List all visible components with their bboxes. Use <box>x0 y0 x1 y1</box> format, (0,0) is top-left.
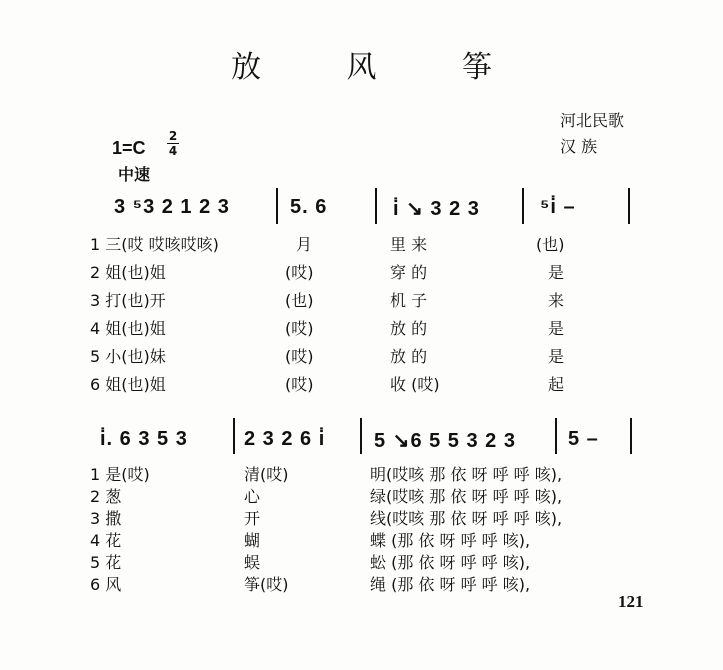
lyric: 起 <box>548 375 565 394</box>
barline <box>522 188 524 224</box>
barline <box>360 418 362 454</box>
measure-7-notes: 5 ↘6 5 5 3 2 3 <box>374 430 516 452</box>
song-ethnic: 汉 族 <box>560 137 598 156</box>
lyric: 绳 (那 依 呀 呼 呼 咳), <box>370 575 531 594</box>
lyric: 3 打(也)开 <box>90 291 166 310</box>
measure-8-notes: 5 – <box>568 428 599 450</box>
lyric: 3 撒 <box>90 509 122 528</box>
measure-4-notes: ⁵i̇ – <box>540 196 576 218</box>
measure-5-notes: i̇. 6 3 5 3 <box>100 428 188 450</box>
lyric: 放 的 <box>390 319 428 338</box>
tempo-marking: 中速 <box>118 165 151 184</box>
lyric: 2 葱 <box>90 487 122 506</box>
lyric: (也) <box>536 235 565 254</box>
time-numerator: 2 <box>168 129 178 143</box>
lyric: (哎) <box>285 263 314 282</box>
lyric: 6 姐(也)姐 <box>90 375 166 394</box>
lyric: 绿(哎咳 那 依 呀 呼 呼 咳), <box>370 487 563 506</box>
lyric: 穿 的 <box>390 263 428 282</box>
lyric: (哎) <box>285 375 314 394</box>
measure-3-notes: i̇ ↘ 3 2 3 <box>393 198 480 220</box>
lyric: 1 三(哎 哎咳哎咳) <box>90 235 219 254</box>
lyric: 机 子 <box>390 291 428 310</box>
barline <box>276 188 278 224</box>
time-signature <box>167 130 179 157</box>
barline <box>375 188 377 224</box>
lyric: 4 姐(也)姐 <box>90 319 166 338</box>
lyric: 筝(哎) <box>244 575 289 594</box>
page-number: 121 <box>618 592 644 611</box>
lyric: 2 姐(也)姐 <box>90 263 166 282</box>
lyric: 4 花 <box>90 531 122 550</box>
lyric: 来 <box>548 291 565 310</box>
lyric: 蝶 (那 依 呀 呼 呼 咳), <box>370 531 531 550</box>
lyric: 心 <box>244 487 261 506</box>
barline <box>233 418 235 454</box>
lyric: (也) <box>285 291 314 310</box>
barline <box>628 188 630 224</box>
lyric: 6 风 <box>90 575 122 594</box>
song-title: 放 风 筝 <box>230 50 531 85</box>
lyric: 清(哎) <box>244 465 289 484</box>
lyric: (哎) <box>285 319 314 338</box>
lyric: 收 (哎) <box>390 375 440 394</box>
lyric: 蚣 (那 依 呀 呼 呼 咳), <box>370 553 531 572</box>
measure-6-notes: 2 3 2 6 i̇ <box>244 428 326 450</box>
lyric: 月 <box>296 235 313 254</box>
lyric: 5 花 <box>90 553 122 572</box>
lyric: 是 <box>548 263 565 282</box>
lyric: 里 来 <box>390 235 428 254</box>
key-signature: 1=C <box>112 138 146 158</box>
lyric: 是 <box>548 319 565 338</box>
lyric: 蝴 <box>244 531 261 550</box>
barline <box>555 418 557 454</box>
lyric: 是 <box>548 347 565 366</box>
lyric: 蜈 <box>244 553 261 572</box>
lyric: 1 是(哎) <box>90 465 150 484</box>
measure-2-notes: 5. 6 <box>290 196 328 218</box>
song-origin: 河北民歌 <box>560 111 625 130</box>
measure-1-notes: 3 ⁵3 2 1 2 3 <box>114 196 230 218</box>
time-denominator: 4 <box>168 144 178 158</box>
lyric: 放 的 <box>390 347 428 366</box>
lyric: 开 <box>244 509 261 528</box>
lyric: 明(哎咳 那 依 呀 呼 呼 咳), <box>370 465 563 484</box>
lyric: 5 小(也)妹 <box>90 347 166 366</box>
lyric: 线(哎咳 那 依 呀 呼 呼 咳), <box>370 509 563 528</box>
lyric: (哎) <box>285 347 314 366</box>
barline <box>630 418 632 454</box>
